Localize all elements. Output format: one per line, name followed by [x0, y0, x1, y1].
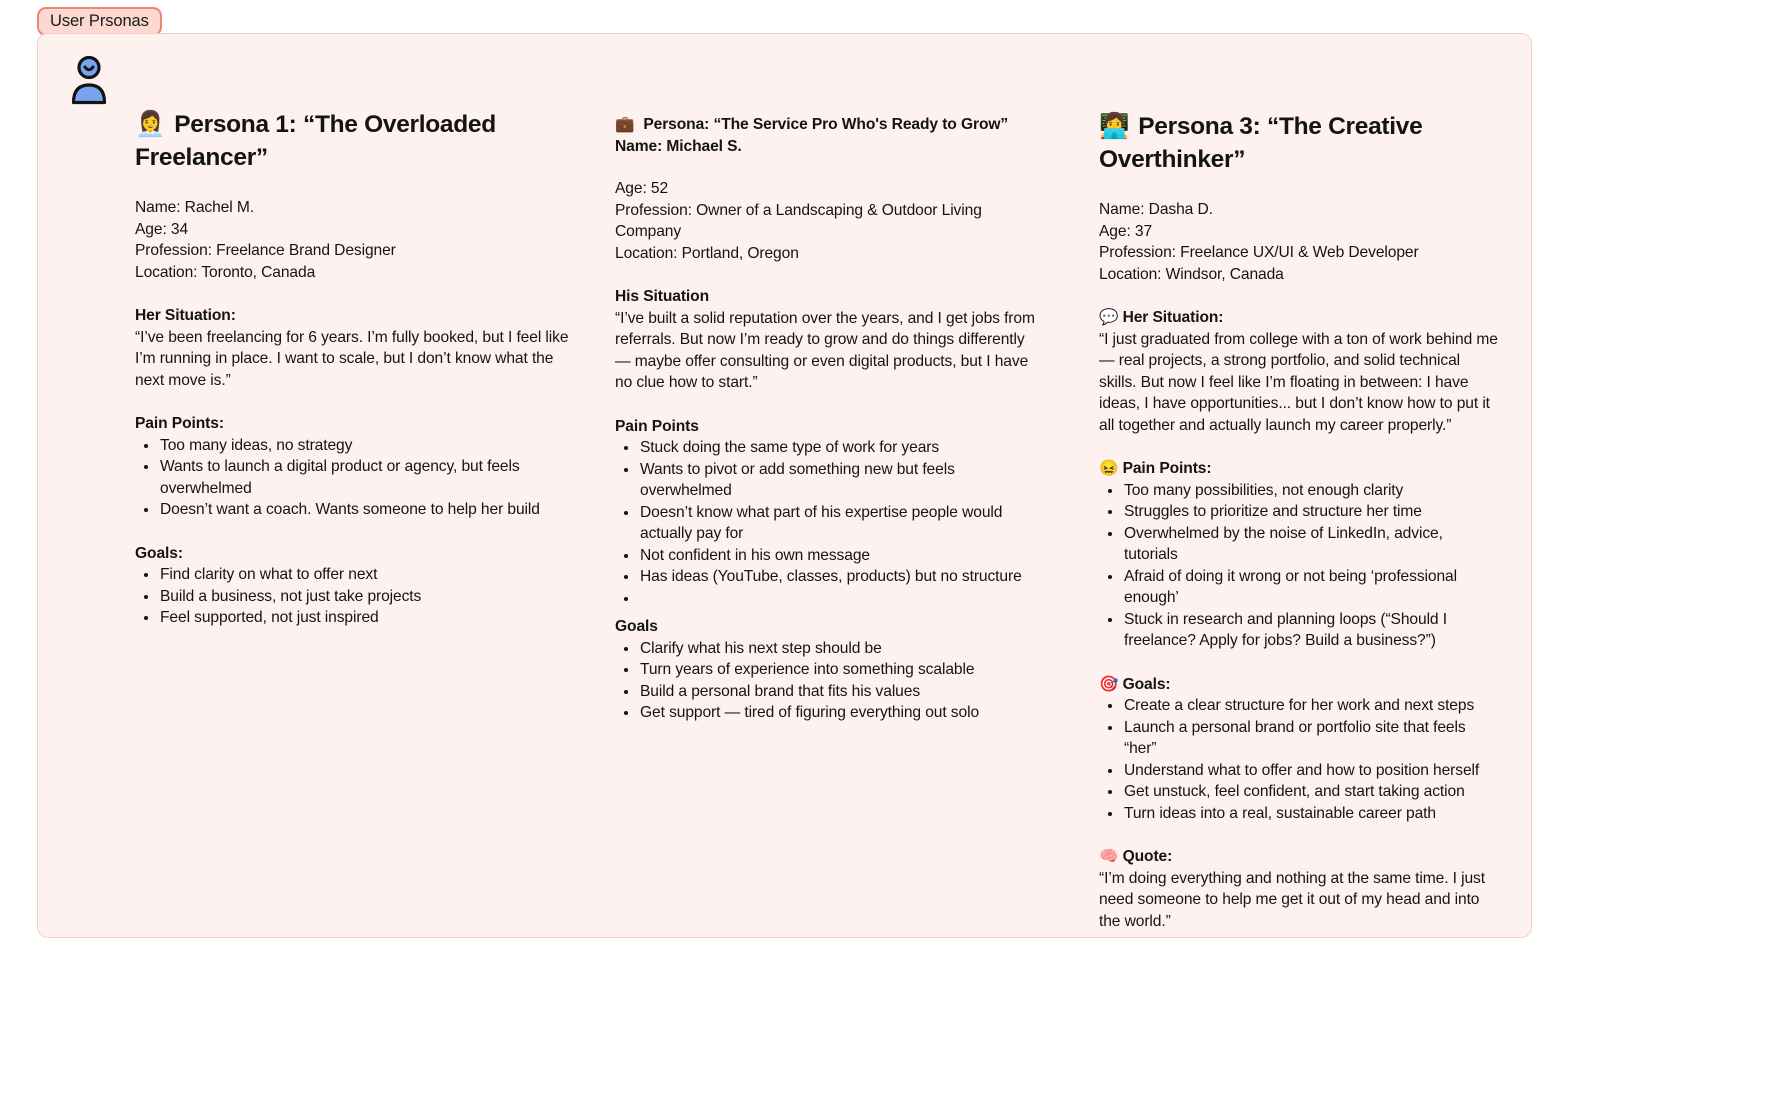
persona-section [135, 543, 575, 629]
bullet-item: • Not confident in his own message [639, 545, 1043, 567]
section-heading [1099, 846, 1499, 868]
confounded-face-icon: 😖 [1099, 460, 1123, 477]
persona-section [135, 413, 575, 521]
section-heading [1099, 674, 1499, 696]
bullet-item: • Doesn’t know what part of his expertise people would actually pay for [639, 502, 1043, 545]
persona-meta-line: Age: 52 [615, 180, 669, 197]
section-heading-label: His Situation [615, 288, 709, 305]
persona-section [615, 616, 1043, 724]
section-bullet-list [135, 564, 575, 629]
speech-balloon-icon: 💬 [1099, 309, 1123, 326]
bullet-item: • Doesn’t want a coach. Wants someone to help her build [159, 499, 575, 521]
bullet-item: • Build a personal brand that fits his values [639, 681, 1043, 703]
bullet-item: • Too many possibilities, not enough clarity [1123, 480, 1499, 502]
bullet-item: • Clarify what his next step should be [639, 638, 1043, 660]
section-heading [615, 286, 1043, 308]
bullet-item: • Turn years of experience into something scalable [639, 659, 1043, 681]
persona-section [1099, 674, 1499, 825]
persona-sections [135, 305, 575, 629]
persona-meta-line: Location: Windsor, Canada [1099, 265, 1284, 283]
section-paragraph: “I’ve been freelancing for 6 years. I’m fully booked, but I feel like I’m running in place. I want to scale, but I don’t know what the next move is.” [135, 328, 569, 389]
section-paragraph: “I’m doing everything and nothing at the same time. I just need someone to help me get it out of my head and into the world.” [1099, 869, 1485, 930]
brain-icon: 🧠 [1099, 848, 1123, 865]
section-bullet-list [615, 638, 1043, 724]
persona-meta-line: Profession: Freelance UX/UI & Web Developer [1099, 244, 1419, 261]
bullet-item: • Overwhelmed by the noise of LinkedIn, advice, tutorials [1123, 523, 1499, 566]
person-icon [65, 54, 113, 106]
persona-column [1099, 108, 1499, 932]
persona-meta-line: Name: Dasha D. [1099, 201, 1213, 218]
section-heading [1099, 458, 1499, 480]
section-paragraph: “I’ve built a solid reputation over the years, and I get jobs from referrals. But now I’m ready to grow and do things differently — maybe offer consulting or even digital products, but I have no clue how to start.” [615, 309, 1035, 391]
briefcase-icon: 💼 [615, 116, 635, 133]
section-heading-label: Pain Points: [135, 415, 224, 432]
persona-section [615, 416, 1043, 610]
bullet-item: • Launch a personal brand or portfolio site that feels “her” [1123, 717, 1499, 760]
section-heading-label: Her Situation: [1122, 309, 1224, 326]
persona-section [135, 305, 575, 391]
persona-section [1099, 458, 1499, 652]
bullet-item: • Feel supported, not just inspired [159, 607, 575, 629]
persona-section [1099, 307, 1499, 436]
section-paragraph: “I just graduated from college with a ton of work behind me — real projects, a strong portfolio, and solid technical skills. But now I feel like I’m floating in between: I have ideas, I have opportunities... but I don’t know how to put it all together and actually launch my career properly.” [1099, 330, 1498, 434]
bullet-item [639, 588, 1043, 610]
persona-subtitle: Name: Michael S. [615, 137, 742, 155]
persona-meta [135, 197, 575, 283]
persona-section [1099, 846, 1499, 932]
personas-row [38, 34, 1531, 932]
bullet-item: • Get unstuck, feel confident, and start taking action [1123, 781, 1499, 803]
persona-column [615, 108, 1043, 724]
bullet-item: • Create a clear structure for her work and next steps [1123, 695, 1499, 717]
bullet-item: • Struggles to prioritize and structure her time [1123, 501, 1499, 523]
bullet-item: • Has ideas (YouTube, classes, products) but no structure [639, 566, 1043, 588]
section-heading [615, 416, 1043, 438]
section-heading [135, 305, 575, 327]
section-heading [1099, 307, 1499, 329]
personas-card[interactable] [37, 33, 1532, 938]
bullet-item: • Turn ideas into a real, sustainable career path [1123, 803, 1499, 825]
section-heading-label: Her Situation: [135, 307, 236, 324]
persona-meta-line: Profession: Owner of a Landscaping & Outdoor Living Company [615, 201, 982, 240]
section-bullet-list [615, 437, 1043, 609]
section-heading [615, 616, 1043, 638]
section-heading-label: Pain Points [615, 417, 699, 435]
persona-meta [615, 178, 1043, 264]
section-bullet-list [135, 435, 575, 521]
bullet-item: • Get support — tired of figuring everything out solo [639, 702, 1043, 724]
target-icon: 🎯 [1099, 675, 1123, 693]
bullet-item: • Wants to launch a digital product or agency, but feels overwhelmed [159, 456, 575, 499]
bullet-item: • Build a business, not just take projects [159, 586, 575, 608]
bullet-item: • Wants to pivot or add something new but feels overwhelmed [639, 459, 1043, 502]
bullet-item: • Understand what to offer and how to position herself [1123, 760, 1499, 782]
section-heading-label: Goals: [135, 544, 183, 562]
persona-section [615, 286, 1043, 394]
woman-office-worker-icon: 👩‍💼 [135, 111, 166, 138]
persona-title: 👩‍💼 Persona 1: “The Overloaded Freelancer” [135, 111, 496, 171]
woman-technologist-icon: 👩‍💻 [1099, 113, 1130, 140]
persona-meta-line: Location: Portland, Oregon [615, 244, 799, 262]
persona-title: 👩‍💻 Persona 3: “The Creative Overthinker” [1099, 113, 1423, 173]
persona-meta-line: Profession: Freelance Brand Designer [135, 242, 396, 259]
section-heading [135, 543, 575, 565]
persona-meta-line: Age: 34 [135, 220, 189, 238]
persona-sections [1099, 307, 1499, 932]
bullet-item: • Stuck in research and planning loops (“Should I freelance? Apply for jobs? Build a business?”) [1123, 609, 1499, 652]
bullet-item: • Find clarity on what to offer next [159, 564, 575, 586]
section-bullet-list [1099, 480, 1499, 652]
persona-meta-line: Name: Rachel M. [135, 199, 254, 216]
persona-meta-line: Location: Toronto, Canada [135, 263, 316, 281]
board-section-label[interactable]: User Prsonas [37, 7, 162, 36]
persona-meta [1099, 199, 1499, 285]
persona-title: 💼 Persona: “The Service Pro Who's Ready to Grow” [615, 116, 1009, 133]
section-bullet-list [1099, 695, 1499, 824]
bullet-item: • Afraid of doing it wrong or not being ‘professional enough’ [1123, 566, 1499, 609]
section-heading-label: Pain Points: [1122, 460, 1212, 477]
bullet-item: • Stuck doing the same type of work for years [639, 437, 1043, 459]
persona-column [135, 108, 575, 629]
section-heading [135, 413, 575, 435]
persona-sections [615, 286, 1043, 724]
persona-meta-line: Age: 37 [1099, 222, 1153, 240]
section-heading-label: Goals: [1122, 675, 1171, 693]
section-heading-label: Quote: [1122, 848, 1173, 865]
bullet-item: • Too many ideas, no strategy [159, 435, 575, 457]
section-heading-label: Goals [615, 618, 658, 635]
